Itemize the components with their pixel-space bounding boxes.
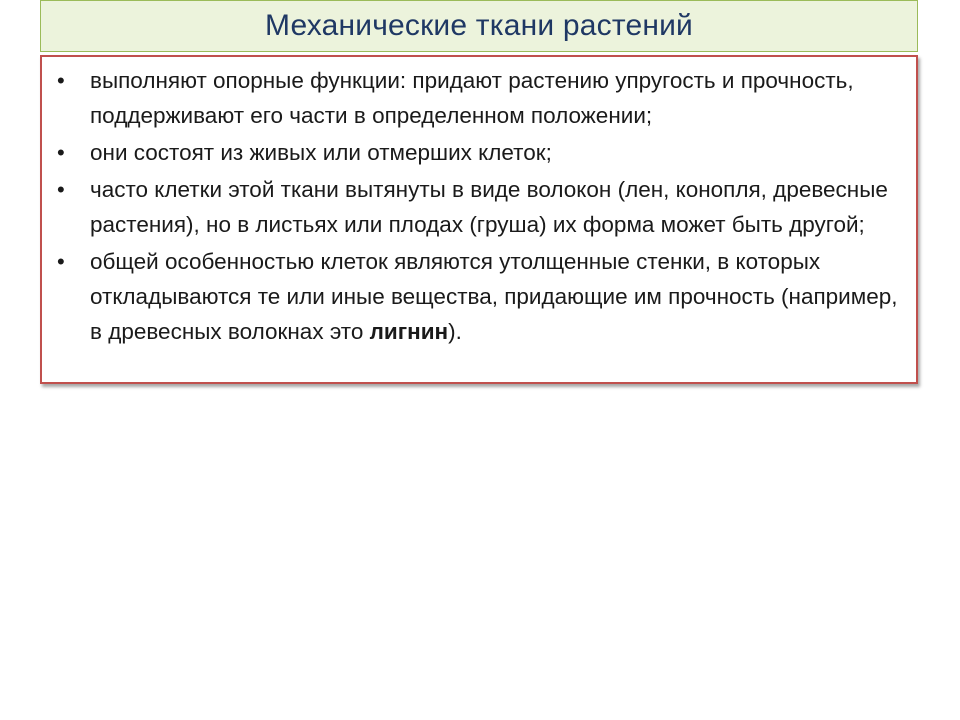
list-item	[56, 172, 908, 242]
bullet-text: часто клетки этой ткани вытянуты в виде волокон (лен, конопля, древесные растения), но в листьях или плодах (груша) их форма может быть другой;	[90, 177, 888, 237]
bullet-icon: •	[57, 249, 65, 274]
bold-term-lignin: лигнин	[369, 319, 449, 344]
content-panel	[40, 55, 918, 384]
bullet-text: выполняют опорные функции: придают растению упругость и прочность, поддерживают его части в определенном положении;	[90, 68, 854, 128]
list-item	[56, 244, 908, 349]
title-banner	[40, 0, 918, 52]
bullet-icon: •	[57, 140, 65, 165]
bullet-icon: •	[57, 177, 65, 202]
bullet-text-after: ).	[448, 319, 462, 344]
bullet-text: они состоят из живых или отмерших клеток;	[90, 140, 552, 165]
bullet-text-before: общей особенностью клеток являются утолщенные стенки, в которых откладываются те или иные вещества, придающие им прочность (например, в древесных волокнах это	[90, 249, 898, 344]
bullet-list	[42, 57, 916, 349]
list-item	[56, 135, 908, 170]
slide-title: Механические ткани растений	[264, 9, 694, 42]
bullet-icon: •	[57, 68, 65, 93]
list-item	[56, 63, 908, 133]
